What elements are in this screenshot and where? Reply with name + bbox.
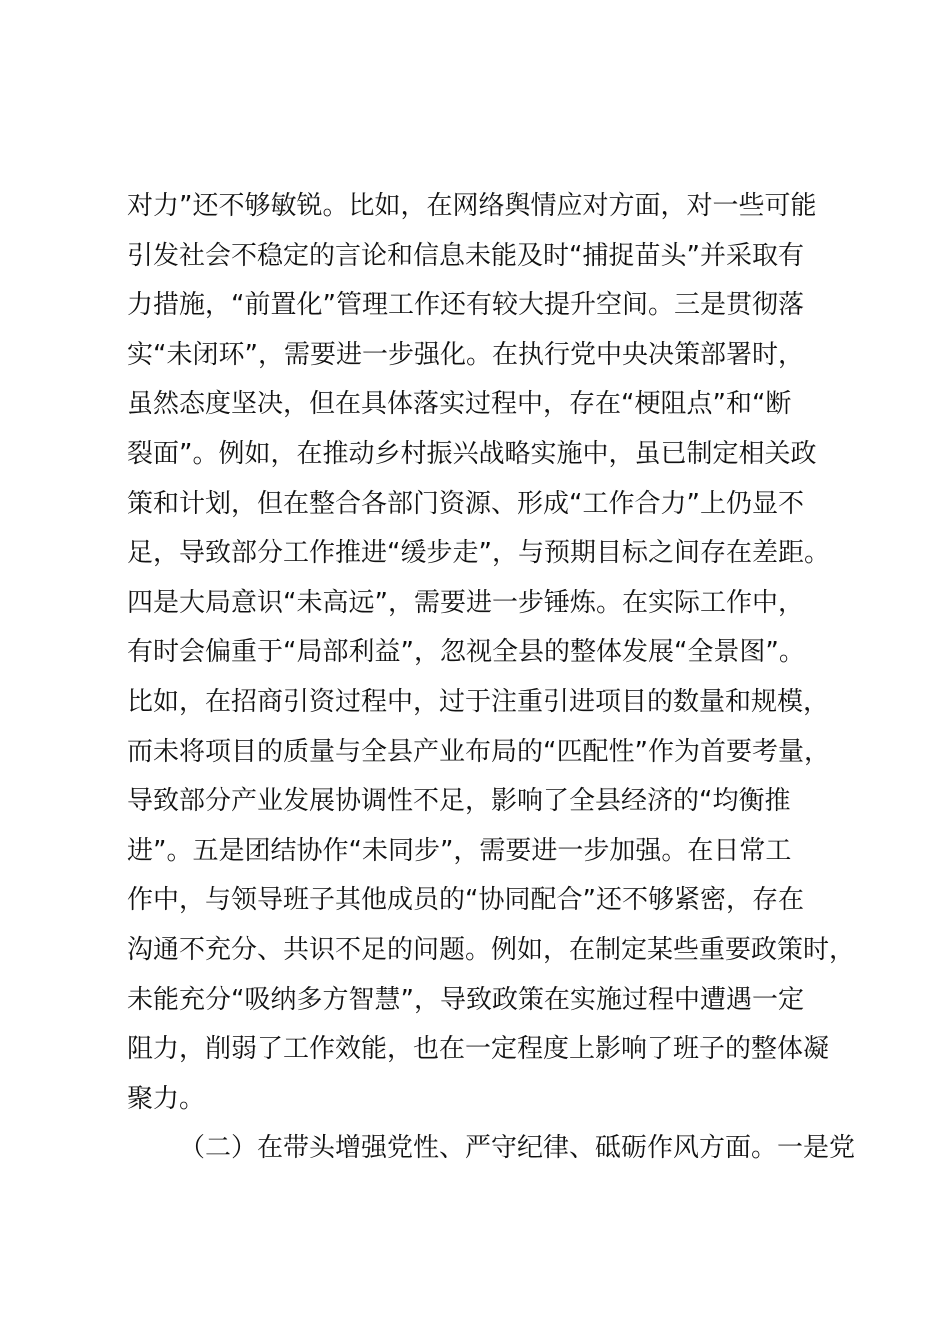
text-line: 作中，与领导班子其他成员的“协同配合”还不够紧密，存在	[127, 885, 804, 916]
text-line: 比如，在招商引资过程中，过于注重引进项目的数量和规模，	[127, 686, 830, 717]
text-line: 策和计划，但在整合各部门资源、形成“工作合力”上仍显不	[127, 488, 804, 519]
text-line: 裂面”。例如，在推动乡村振兴战略实施中，虽已制定相关政	[127, 438, 817, 469]
text-line: 对力”还不够敏锐。比如，在网络舆情应对方面，对一些可能	[127, 191, 817, 221]
text-line: 实“未闭环”，需要进一步强化。在执行党中央决策部署时，	[127, 339, 804, 370]
text-line: 虽然态度坚决，但在具体落实过程中，存在“梗阻点”和“断	[127, 389, 792, 420]
text-line: 导致部分产业发展协调性不足，影响了全县经济的“均衡推	[127, 786, 791, 817]
text-line: 进”。五是团结协作“未同步”，需要进一步加强。在日常工	[127, 835, 792, 866]
text-line: 聚力。	[127, 1083, 206, 1114]
text-line: 力措施，“前置化”管理工作还有较大提升空间。三是贯彻落	[127, 290, 804, 321]
text-line: 阻力，削弱了工作效能，也在一定程度上影响了班子的整体凝	[127, 1034, 830, 1065]
text-line: 四是大局意识“未高远”，需要进一步锤炼。在实际工作中，	[127, 587, 804, 618]
body-text	[127, 182, 856, 1174]
text-line: 引发社会不稳定的言论和信息未能及时“捕捉苗头”并采取有	[127, 240, 804, 271]
text-line: 而未将项目的质量与全县产业布局的“匹配性”作为首要考量，	[127, 736, 830, 767]
text-line: 足，导致部分工作推进“缓步走”，与预期目标之间存在差距。	[127, 538, 830, 569]
text-line: 沟通不充分、共识不足的问题。例如，在制定某些重要政策时，	[127, 934, 856, 965]
section-heading-line: （二）在带头增强党性、严守纪律、砥砺作风方面。一是党	[179, 1133, 856, 1164]
text-line: 有时会偏重于“局部利益”，忽视全县的整体发展“全景图”。	[127, 637, 805, 668]
text-line: 未能充分“吸纳多方智慧”，导致政策在实施过程中遭遇一定	[127, 984, 804, 1015]
